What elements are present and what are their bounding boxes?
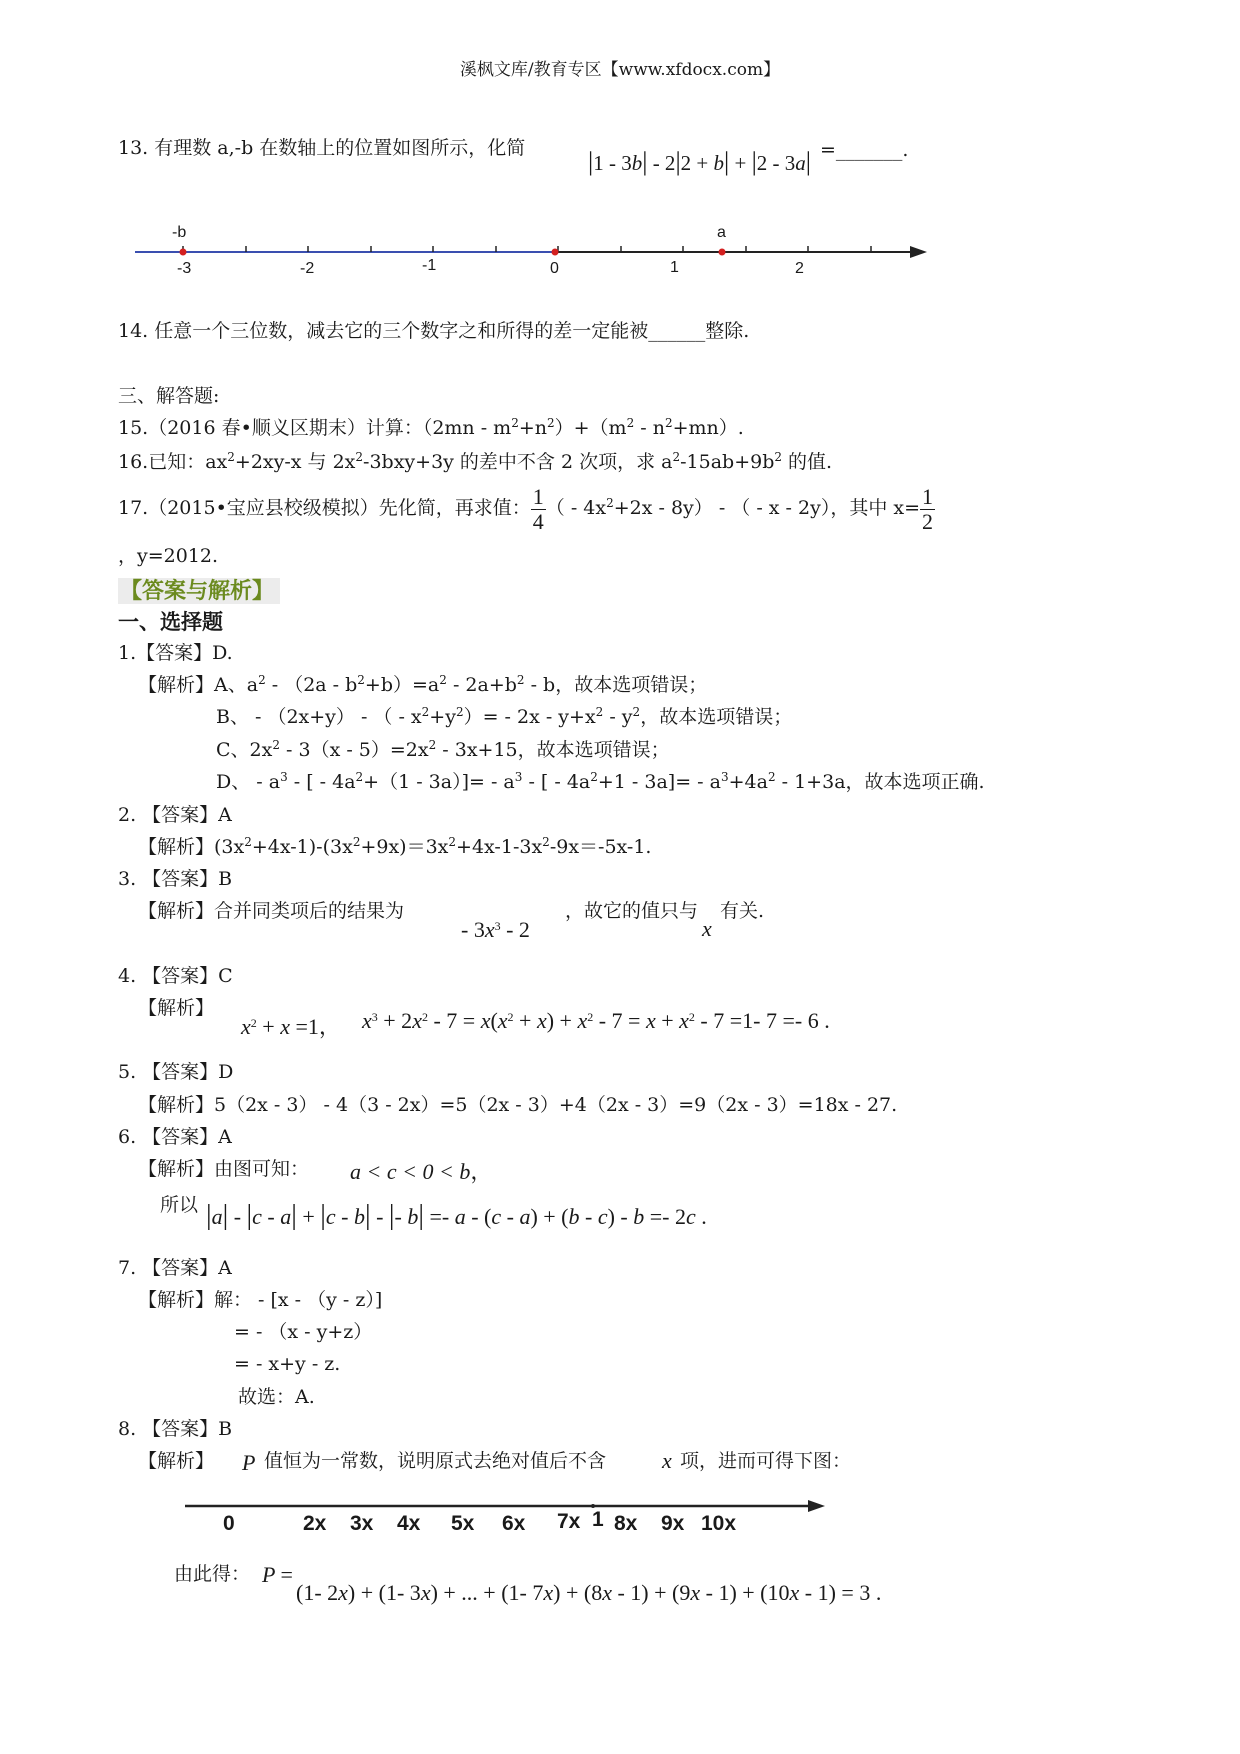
tick-label: 0 <box>223 1512 235 1535</box>
answer-2-line-1: 【解析】$(3x^2+4x-1)-(3x^2+9x)=3x^2+4x-1-3x^2-9x=-5x-1$. <box>138 835 652 858</box>
tick-label: 9x <box>661 1512 685 1535</box>
answer-5: 5. 【答案】D <box>118 1061 234 1083</box>
answer-4: 4. 【答案】C <box>118 965 233 987</box>
section-3-title: 三、解答题: <box>118 385 220 407</box>
answer-1-line-1: 【解析】A、$a^2 - (2a - b^2+b)=a^2 - 2a+b^2 - b$，故本选项错误； <box>138 673 708 696</box>
answer-5-line-1: 【解析】5（2x - 3） - 4（3 - 2x）=5（2x - 3）+4（2x - 3）=9（2x - 3）=18x - 27. <box>138 1094 898 1116</box>
question-16: 16.已知：$ax^2+2xy-x$ 与 $2x^2-3bxy+3y$ 的差中不含 2 次项，求 $a^2-15ab+9b^2$ 的值. <box>118 450 833 473</box>
answer-6-line-1: 【解析】由图可知： <box>138 1158 310 1180</box>
answer-1-line-3: C、$2x^2 - 3(x - 5)=2x^2 - 3x+15$，故本选项错误； <box>216 738 670 761</box>
answer-7-line-3: = - x+y - z. <box>234 1353 341 1375</box>
label-neg-b: -b <box>172 224 187 241</box>
tick-label: 8x <box>614 1512 638 1535</box>
tick-label: -3 <box>177 260 192 277</box>
answer-4-expression-2: $x^3 + 2x^2 - 7 = x(x^2 + x) + x^2 - 7 = x + x^2 - 7 =1-$ 7 =- 6 . <box>362 1008 830 1033</box>
tick-label: 6x <box>502 1512 526 1535</box>
answer-3-line-1b: ，故它的值只与 <box>565 900 699 922</box>
answer-8-P-equals: P = <box>262 1562 293 1587</box>
answer-6-expression-1: a < c < 0 < b， <box>350 1159 493 1184</box>
answer-4-label: 【解析】 <box>138 997 215 1019</box>
answer-8-P: P <box>242 1450 256 1475</box>
answer-7-line-2: = - （x - y+z） <box>234 1321 373 1343</box>
tick-label: 1 <box>592 1508 604 1531</box>
label-a: a <box>717 224 726 241</box>
answer-8: 8. 【答案】B <box>118 1418 233 1440</box>
question-14: 14. 任意一个三位数，减去它的三个数字之和所得的差一定能被______整除. <box>118 320 750 342</box>
tick-label: -2 <box>300 260 315 277</box>
answer-8-text: 值恒为一常数，说明原式去绝对值后不含 <box>264 1450 607 1472</box>
arrow-icon <box>910 246 927 258</box>
answer-section-title: 【答案与解析】 <box>118 578 280 604</box>
tick-label: 2 <box>795 260 804 277</box>
question-13-expression: |1 - 3b| - 2|2 + b| + |2 - 3a| <box>588 147 811 176</box>
answer-6: 6. 【答案】A <box>118 1126 232 1148</box>
number-line-a-b <box>130 215 930 285</box>
answer-1: 1.【答案】D. <box>118 642 233 664</box>
answer-8-x: x <box>662 1448 672 1473</box>
answer-7-line-1: 【解析】解： - [x - （y - z）] <box>138 1289 383 1311</box>
page-header: 溪枫文库/教育专区【www.xfdocx.com】 <box>459 60 781 80</box>
question-17-line2: ，y=2012. <box>118 545 219 567</box>
tick-label: 5x <box>451 1512 475 1535</box>
answer-3-line-1c: 有关. <box>720 900 765 922</box>
answer-7-line-4: 故选：A. <box>238 1386 315 1408</box>
tick-label: 4x <box>397 1512 421 1535</box>
answer-3: 3. 【答案】B <box>118 868 233 890</box>
answer-1-line-4: D、 - $a^3$ - [ - $4a^2+(1 - 3a)]= - a^3$ - [ - $4a^2+1 - 3a]= - a^3+4a^2 - 1+3a$，故本选项正确. <box>216 770 985 793</box>
answer-3-line-1: 【解析】合并同类项后的结果为 <box>138 900 405 922</box>
tick-label: 2x <box>303 1512 327 1535</box>
question-17: 17.（2015•宝应县校级模拟）先化简，再求值： $\frac{1}{4}$ （ - $4x^2+2x - 8y$） - （ - x - 2y），其中 x= $\frac{1}{2}$ <box>118 483 933 534</box>
tick-label: 1 <box>670 259 679 276</box>
tick-label: 3x <box>350 1512 374 1535</box>
answer-8-text-2: 项，进而可得下图： <box>680 1450 852 1472</box>
answer-8-label: 【解析】 <box>138 1450 215 1472</box>
answer-3-expression: - $3x^3 - 2$ <box>461 917 530 942</box>
tick-label: 0 <box>550 260 559 277</box>
answer-1-line-2: B、 - （2x+y） - （ - $x^2+y^2)= - 2x - y+x^2 - y^2$，故本选项错误； <box>216 705 793 728</box>
question-13-blank: =_______. <box>820 139 909 161</box>
section-1-title: 一、选择题 <box>118 609 223 634</box>
question-13-text: 13. 有理数 a,-b 在数轴上的位置如图所示，化简 <box>118 137 526 159</box>
tick-label: 7x <box>557 1510 581 1533</box>
question-15: 15.（2016 春•顺义区期末）计算：$(2mn - m^2+n^2)+(m^2 - n^2+mn)$. <box>118 416 744 439</box>
tick-label: -1 <box>422 257 437 274</box>
answer-8-expression: (1- 2x) + (1- 3x) + ... + (1- 7x) + (8x - 1) + (9x - 1) + (10x - 1) = 3 . <box>296 1580 882 1605</box>
answer-4-expression-1: $x^2 + x =1$， <box>241 1014 341 1039</box>
answer-3-var: x <box>702 916 712 941</box>
point-zero <box>552 249 559 256</box>
answer-2: 2. 【答案】A <box>118 804 232 826</box>
answer-7: 7. 【答案】A <box>118 1257 232 1279</box>
arrow-icon <box>808 1500 825 1512</box>
point-neg-b <box>180 249 187 256</box>
answer-6-line-2: 所以 <box>160 1194 199 1216</box>
answer-6-expression-2: |a| - |c - a| + |c - b| - |- b| =- a - (c - a) + (b - c) - b =- 2c . <box>206 1200 707 1231</box>
tick-label: 10x <box>701 1512 737 1535</box>
point-a <box>719 249 726 256</box>
answer-8-line-2: 由此得： <box>174 1563 251 1585</box>
